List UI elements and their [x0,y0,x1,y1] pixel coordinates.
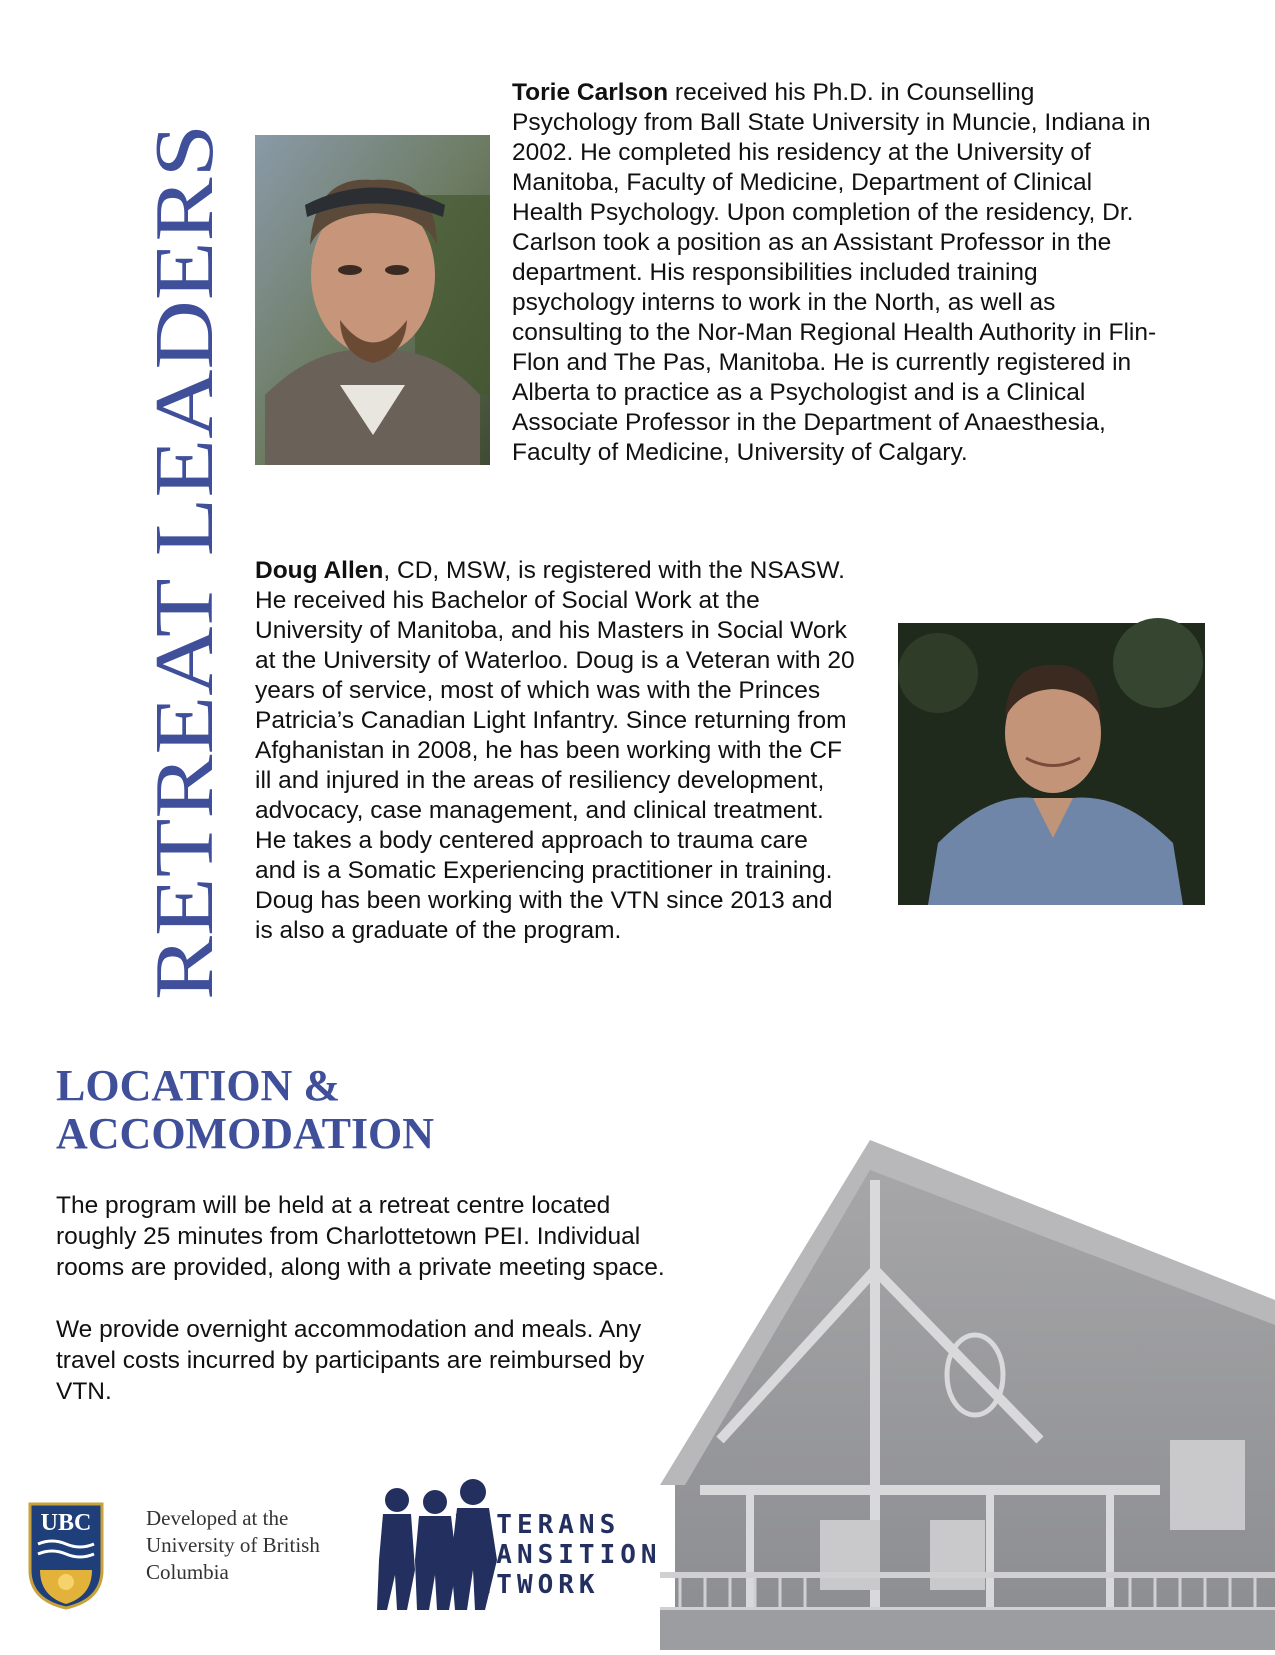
ubc-crest-text: UBC [40,1510,92,1536]
leader-bio-text: , CD, MSW, is registered with the NSASW. He received his Bachelor of Social Work at the University of Manitoba, and his Masters in Social Work at the University of Waterloo. Doug is a Veteran with 20 years of service, most of which was with the Princes Patricia’s Canadian Light Infantry. Since returning from Afghanistan in 2008, he has been working with the CF ill and injured in the areas of resiliency development, advocacy, case management, and clinical treatment. He takes a body centered approach to trauma care and is a Somatic Experiencing practitioner in training. Doug has been working with the VTN since 2013 and is also a graduate of the program. [255,557,855,944]
location-heading [56,1062,434,1158]
vtn-line1: VETERANS [455,1510,621,1540]
ubc-text-line1: Developed at the [146,1506,289,1530]
vtn-line2: TRANSITION [455,1540,662,1570]
leader-name: Doug Allen [255,557,384,584]
leader-photo-torie [255,135,490,465]
ubc-text-line2: University of British [146,1533,320,1557]
leader-photo-doug [898,623,1205,905]
retreat-centre-image [660,1140,1275,1650]
section-title-vertical [138,120,231,1000]
leader-bio-text: received his Ph.D. in Counselling Psychology from Ball State University in Muncie, Indiana in 2002. He completed his residency at the University of Manitoba, Faculty of Medicine, Department of Clinical Health Psychology. Upon completion of the residency, Dr. Carlson took a position as an Assistant Professor in the department. His responsibilities included training psychology interns to work in the North, as well as consulting to the Nor-Man Regional Health Authority in Flin-Flon and The Pas, Manitoba. He is currently registered in Alberta to practice as a Psychologist and is a Clinical Associate Professor in the Department of Anaesthesia, Faculty of Medicine, University of Calgary. [512,79,1157,466]
location-text [56,1190,676,1438]
location-heading-line2: ACCOMODATION [56,1109,435,1158]
leader-bio-doug [255,556,855,946]
leader-name: Torie Carlson [512,79,669,106]
ubc-crest-icon [26,1500,106,1610]
leader-bio-torie [512,78,1162,468]
location-heading-line1: LOCATION & [56,1061,340,1110]
vtn-line3: NETWORK [455,1570,600,1600]
section-title-text: RETREAT LEADERS [138,233,231,1000]
location-paragraph-2: We provide overnight accommodation and meals. Any travel costs incurred by participants are reimbursed by VTN. [56,1316,645,1405]
ubc-text-line3: Columbia [146,1560,229,1584]
ubc-developed-text [146,1505,320,1586]
location-paragraph-1: The program will be held at a retreat centre located roughly 25 minutes from Charlottetown PEI. Individual rooms are provided, along with a private meeting space. [56,1192,665,1281]
vtn-logo-text [455,1510,662,1600]
